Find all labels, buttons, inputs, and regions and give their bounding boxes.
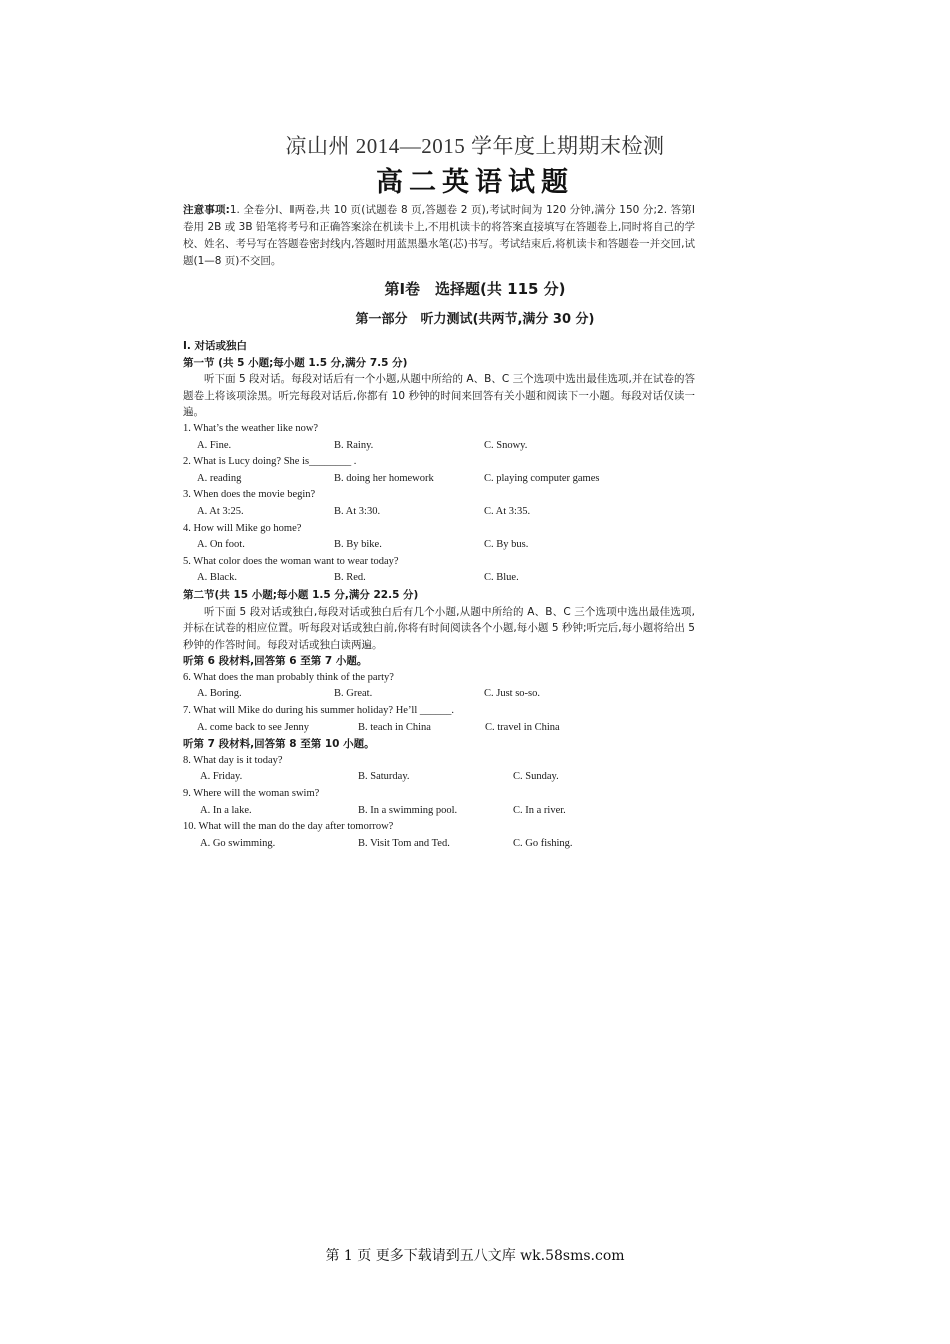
question-2: 2. What is Lucy doing? She is________ . bbox=[183, 456, 357, 468]
exam-title-line1: 凉山州 2014—2015 学年度上期期末检测 bbox=[285, 134, 665, 158]
option-b: B. Great. bbox=[334, 688, 373, 700]
question-9: 9. Where will the woman swim? bbox=[183, 788, 320, 800]
question-5: 5. What color does the woman want to wear today? bbox=[183, 555, 399, 567]
question-10: 10. What will the man do the day after tomorrow? bbox=[183, 821, 394, 833]
question-4: 4. How will Mike go home? bbox=[183, 522, 302, 534]
options-6 bbox=[183, 686, 695, 703]
section2-instructions: 听下面 5 段对话或独白,每段对话或独白后有几个小题,从题中所给的 A、B、C 三个选项中选出最佳选项,并标在试卷的相应位置。听每段对话或独白前,你将有时间阅读各个小题,每小题 5 秒钟;听完后,每小题将给出 5 秒钟的作答时间。每段对话或独白读两遍。 bbox=[183, 605, 695, 651]
option-c: C. Blue. bbox=[484, 572, 519, 584]
section-i-label: I. 对话或独白 bbox=[183, 340, 248, 352]
listening-section bbox=[183, 338, 695, 852]
question-7: 7. What will Mike do during his summer holiday? He’ll ______. bbox=[183, 705, 455, 717]
option-a: A. Friday. bbox=[200, 771, 243, 783]
option-b: B. At 3:30. bbox=[334, 505, 381, 517]
option-a: A. Fine. bbox=[197, 439, 232, 451]
option-b: B. By bike. bbox=[334, 539, 382, 551]
option-a: A. At 3:25. bbox=[197, 505, 244, 517]
options-2 bbox=[183, 471, 695, 488]
options-7 bbox=[183, 720, 695, 737]
question-6: 6. What does the man probably think of the party? bbox=[183, 671, 394, 683]
option-c: C. In a river. bbox=[513, 804, 566, 816]
section1-heading: 第一节 (共 5 小题;每小题 1.5 分,满分 7.5 分) bbox=[183, 356, 408, 369]
option-b: B. doing her homework bbox=[334, 472, 434, 484]
options-8 bbox=[183, 769, 695, 786]
option-a: A. reading bbox=[197, 472, 242, 484]
options-9 bbox=[183, 803, 695, 820]
option-b: B. Rainy. bbox=[334, 439, 374, 451]
option-a: A. Black. bbox=[197, 572, 237, 584]
option-c: C. Just so-so. bbox=[484, 688, 541, 700]
question-1: 1. What’s the weather like now? bbox=[183, 422, 319, 434]
option-b: B. In a swimming pool. bbox=[358, 804, 458, 816]
option-c: C. travel in China bbox=[485, 721, 560, 733]
question-8: 8. What day is it today? bbox=[183, 754, 283, 766]
option-c: C. Go fishing. bbox=[513, 837, 573, 849]
section1-instructions: 听下面 5 段对话。每段对话后有一个小题,从题中所给的 A、B、C 三个选项中选出最佳选项,并在试卷的答题卷上将该项涂黑。听完每段对话后,你都有 10 秒钟的时间来回答有关小题和阅读下一小题。每段对话仅读一遍。 bbox=[183, 373, 695, 419]
notice-block bbox=[183, 202, 695, 270]
section2-heading: 第二节(共 15 小题;每小题 1.5 分,满分 22.5 分) bbox=[183, 588, 419, 601]
options-10 bbox=[183, 836, 695, 853]
option-a: A. In a lake. bbox=[200, 804, 252, 816]
material-6-label: 听第 6 段材料,回答第 6 至第 7 小题。 bbox=[183, 655, 368, 668]
option-c: C. By bus. bbox=[484, 539, 529, 551]
notice-text: 1. 全卷分Ⅰ、Ⅱ两卷,共 10 页(试题卷 8 页,答题卷 2 页),考试时间为 120 分钟,满分 150 分;2. 答第Ⅰ卷用 2B 或 3B 铅笔将考号和正确答案涂在机读卡上,不用机读卡的将答案直接填写在答题卷上,同时将自己的学校、姓名、考号写在答题卷密封线内,答题时用蓝黑墨水笔(芯)书写。考试结束后,将机读卡和答题卷一并交回,试题(1—8 页)不交回。 bbox=[183, 204, 695, 267]
options-1 bbox=[183, 438, 695, 455]
option-c: C. Snowy. bbox=[484, 439, 528, 451]
page-footer: 第 1 页 更多下载请到五八文库 wk.58sms.com bbox=[325, 1248, 625, 1264]
options-3 bbox=[183, 504, 695, 521]
option-c: C. At 3:35. bbox=[484, 505, 531, 517]
option-a: A. come back to see Jenny bbox=[197, 721, 309, 733]
options-5 bbox=[183, 570, 695, 587]
exam-title-line2: 高二英语试题 bbox=[376, 167, 574, 198]
option-b: B. teach in China bbox=[358, 721, 431, 733]
part-title: 第一部分 听力测试(共两节,满分 30 分) bbox=[355, 312, 595, 327]
option-a: A. On foot. bbox=[197, 539, 245, 551]
option-c: C. playing computer games bbox=[484, 472, 600, 484]
option-b: B. Visit Tom and Ted. bbox=[358, 837, 450, 849]
option-a: A. Boring. bbox=[197, 688, 242, 700]
option-a: A. Go swimming. bbox=[200, 837, 276, 849]
volume-title: 第Ⅰ卷 选择题(共 115 分) bbox=[384, 280, 566, 298]
material-7-label: 听第 7 段材料,回答第 8 至第 10 小题。 bbox=[183, 738, 375, 751]
question-3: 3. When does the movie begin? bbox=[183, 489, 316, 501]
option-b: B. Red. bbox=[334, 572, 366, 584]
option-c: C. Sunday. bbox=[513, 771, 559, 783]
options-4 bbox=[183, 537, 695, 554]
option-b: B. Saturday. bbox=[358, 771, 410, 783]
notice-label: 注意事项: bbox=[183, 204, 230, 216]
